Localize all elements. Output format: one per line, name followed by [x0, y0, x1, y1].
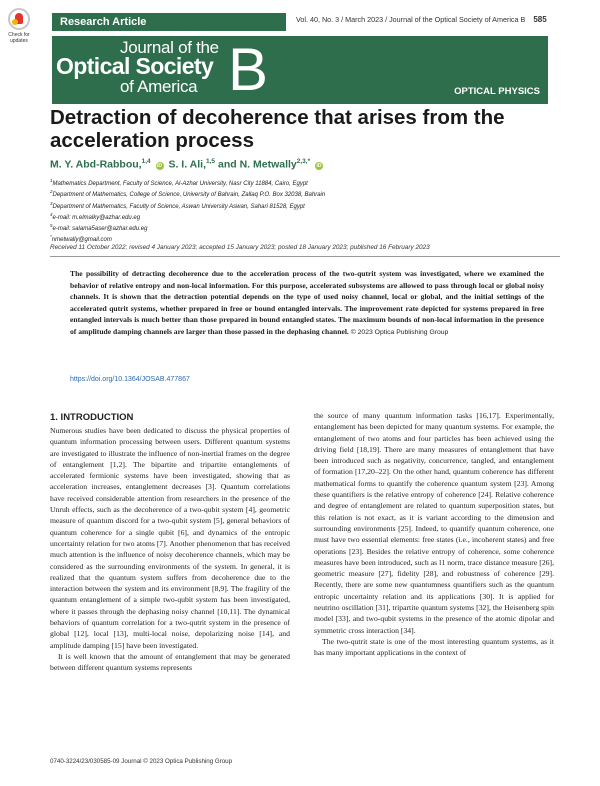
received-dates: Received 11 October 2022; revised 4 January 2023; accepted 15 January 2023; posted 18 January 2023; published 16 February 2023	[50, 244, 430, 251]
author-name: M. Y. Abd-Rabbou,	[50, 158, 142, 171]
author-name: and N. Metwally	[217, 158, 297, 171]
journal-name-line3: of America	[120, 77, 198, 96]
journal-section: OPTICAL PHYSICS	[454, 86, 540, 97]
page-number: 585	[533, 15, 547, 24]
paragraph: the source of many quantum information tasks [16,17]. Experimentally, entanglement has been depicted for many quantum systems. For example, the entanglement of two atoms and four particles has been achieved using the driving field [18,19]. There are many measures of entanglement that have been introduced such as negativity, concurrence, tangled, and entanglement of formation [17,20–22]. On the other hand, quantum coherence has different mathematical forms to quantify the coherence quantum system [23]. Among these quantifiers is the relative entropy of coherence [24]. Relative coherence and degree of entanglement are related to quantum superposition states, but this relation is not exact, as it is variant according to the dimension and surrounding environments [25]. Indeed, to quantify quantum coherence, one must have two essential elements: free states (i.e., incoherent states) and free operations [23]. Besides the relative entropy of coherence, some coherence measures have been introduced, such as l1 norm, trace distance measure [26], geometric measure [27], fidelity [28], and robustness of coherence [29]. Recently, there are some new quantumness quantifiers such as the quantum entropic uncertainty relation and its applications [30]. It is applied for neutrino oscillation [31], tripartite quantum systems [32], the Heisenberg spin model [33], and two-qubit systems in the presence of the atomic dipolar and symmetric cross interaction [34].	[314, 411, 554, 635]
paragraph: It is well known that the amount of entanglement that may be generated between different quantum systems represents	[50, 651, 290, 673]
paragraph: The two-qutrit state is one of the most interesting quantum systems, as it has many important applications in the context of	[314, 636, 554, 658]
abstract-copyright: © 2023 Optica Publishing Group	[350, 328, 449, 336]
author-list	[50, 158, 570, 171]
article-title: Detraction of decoherence that arises from the acceleration process	[50, 106, 505, 152]
abstract-text: The possibility of detracting decoherence due to the acceleration process of the two-qutrit system was investigated, where we examined the behavior of relative entropy and non-local information. For this purpose, accelerated subsystems are allowed to pass through local or global noisy channels. It is shown that the detraction potential depends on the type of used noisy channel, local or global, and the initial settings of the accelerated qutrit systems, whether prepared in free or bound entangled intervals. The improvement rate depicted for systems prepared in free entangled intervals is much better than those prepared in bound entangled states. The maximum bounds of non-local information in the presence of amplitude damping channels are larger than those passed in the dephasing channel.	[70, 269, 544, 336]
article-type-label: Research Article	[52, 13, 286, 31]
doi-link[interactable]: https://doi.org/10.1364/JOSAB.477867	[70, 376, 190, 383]
divider	[50, 256, 560, 257]
affiliation-line: $^1$Mathematics Department, Faculty of Science, Al-Azhar University, Nasr City 11884, Cairo, Egypt	[50, 178, 308, 187]
body-column-right	[314, 410, 554, 659]
abstract	[70, 268, 544, 338]
check-for-updates-badge[interactable]	[4, 8, 34, 50]
author-email[interactable]: *nmetwally@gmail.com	[50, 234, 112, 244]
author-email[interactable]: $^5$e-mail: salama5aser@azhar.edu.eg	[50, 223, 148, 233]
author-name: S. I. Ali,	[168, 158, 207, 171]
orcid-icon[interactable]: iD	[316, 162, 322, 169]
issue-text: Vol. 40, No. 3 / March 2023 / Journal of the Optical Society of America B	[296, 15, 526, 24]
affiliation-line: $^2$Department of Mathematics, College of Science, University of Bahrain, Zallaq P.O. Box 32038, Bahrain	[50, 189, 326, 199]
author-affiliation-sup: 1,4	[141, 158, 151, 165]
orcid-icon[interactable]: iD	[157, 162, 163, 169]
issue-info	[296, 15, 546, 24]
author-email[interactable]: $^4$e-mail: m.elmalky@azhar.edu.eg	[50, 211, 141, 221]
affiliation-line: $^3$Department of Mathematics, Faculty of Science, Aswan University Aswan, Sahari 81528, Egypt	[50, 200, 305, 210]
journal-letter: B	[228, 36, 269, 103]
check-updates-icon	[8, 8, 30, 30]
section-heading: 1. INTRODUCTION	[50, 412, 134, 423]
paragraph: Numerous studies have been dedicated to discuss the physical properties of quantum information processing between users. Different quantum systems are investigated to illustrate the influence of non-inertial frames on the degree of entanglement [1,2]. The bipartite and tripartite entanglements of accelerated fermionic systems have been investigated, showing that as acceleration increases, entanglement decreases [3]. Quantum correlations have received considerable attention from researchers in the presence of the Unruh effects, such as the decoherence of a two-qubit system [4], geometric measure of quantum discord for a two-qubit system [5], general behaviors of quantum coherence for a single qubit [6], and dynamics of the entropic uncertainty relation for two atoms [7]. Another phenomenon that has received much attention is the influence of noisy decoherence channels, which may be considered as the surrounding environments of the system. In general, it is realized that the quantum system suffers from decoherence due to the interaction between the system and its environment [8,9]. The fragility of the quantum entanglement of a simple two-qubit system has been investigated, where it passes through the dephasing noisy channel [10,11]. The dynamical behaviors of quantum correlation for a two-qutrit system in the presence of global [12], local [13], multi-local noise, depolarizing noise [14], and amplitude damping [15] have been investigated.	[50, 426, 290, 650]
author-affiliation-sup: 2,3,*	[296, 158, 311, 165]
page-footer: 0740-3224/23/030585-09 Journal © 2023 Optica Publishing Group	[50, 758, 233, 765]
author-affiliation-sup: 1,5	[206, 158, 216, 165]
badge-label: Check for updates	[8, 32, 30, 44]
affiliations	[50, 177, 570, 245]
journal-name-line2: Optical Society	[56, 53, 214, 79]
journal-name-line1: Journal of the	[120, 38, 219, 57]
body-column-left	[50, 425, 290, 674]
